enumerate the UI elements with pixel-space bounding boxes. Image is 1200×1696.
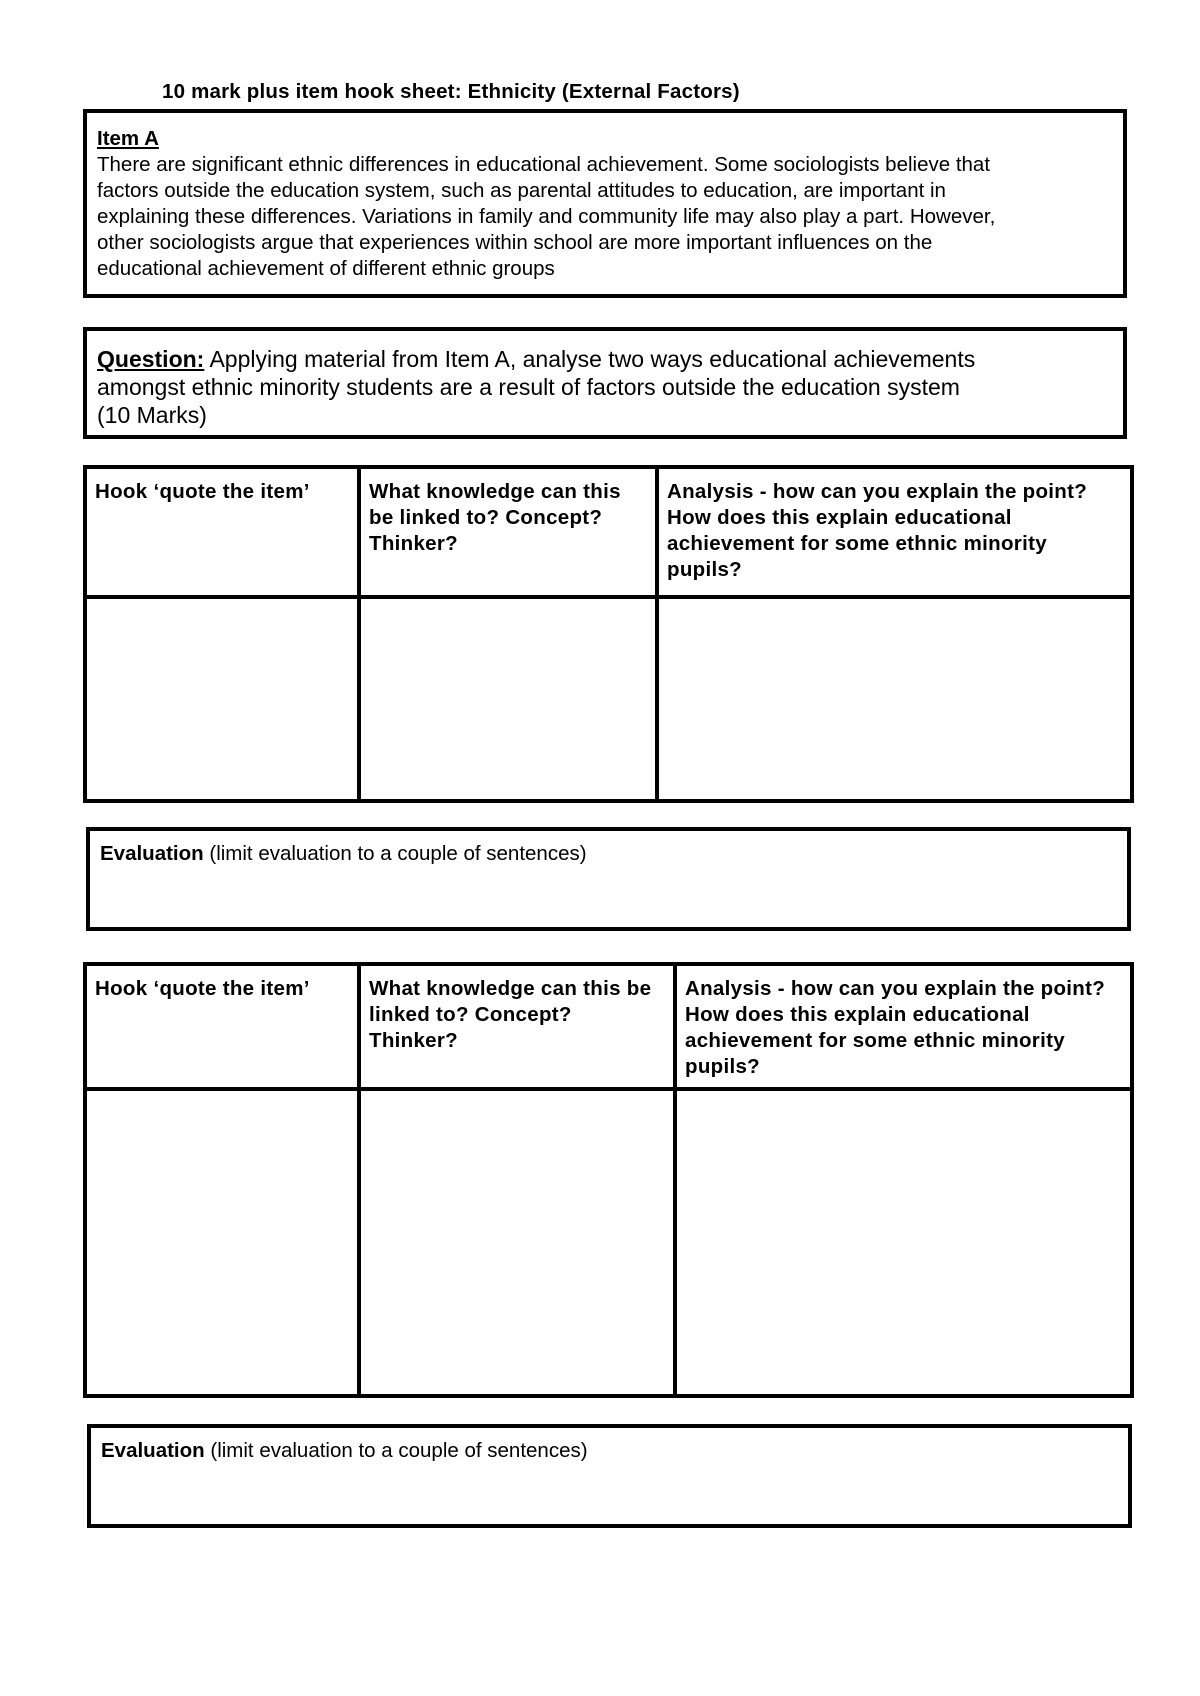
header-analysis: Analysis - how can you explain the point? How does this explain educational achievement for some ethnic minority pupils? [657,467,1132,597]
answer-cell-hook[interactable] [85,597,359,801]
item-a-line: other sociologists argue that experiences within school are more important influences on the [97,231,933,254]
hook-table-1 [83,465,1134,803]
item-a-line: explaining these differences. Variations in family and community life may also play a part. However, [97,205,996,228]
answer-cell-knowledge[interactable] [359,1089,675,1396]
answer-cell-hook[interactable] [85,1089,359,1396]
header-hook: Hook ‘quote the item’ [85,964,359,1089]
question-label: Question: [97,346,205,372]
answer-cell-knowledge[interactable] [359,597,657,801]
item-a-heading: Item A [97,127,159,150]
header-hook: Hook ‘quote the item’ [85,467,359,597]
question-line: amongst ethnic minority students are a result of factors outside the education system [97,374,960,400]
question-line: Applying material from Item A, analyse two ways educational achievements [204,346,976,372]
item-a-line: factors outside the education system, such as parental attitudes to education, are important in [97,179,946,202]
header-knowledge: What knowledge can this be linked to? Concept? Thinker? [359,467,657,597]
evaluation-instruction: (limit evaluation to a couple of sentences) [204,1439,588,1462]
header-analysis: Analysis - how can you explain the point? How does this explain educational achievement for some ethnic minority pupils? [675,964,1132,1089]
evaluation-label: Evaluation [101,1439,205,1462]
question-line: (10 Marks) [97,402,207,428]
evaluation-instruction: (limit evaluation to a couple of sentences) [203,842,587,865]
answer-cell-analysis[interactable] [657,597,1132,801]
page-title: 10 mark plus item hook sheet: Ethnicity (External Factors) [162,80,740,103]
item-a-box [83,109,1127,298]
evaluation-label: Evaluation [100,842,204,865]
item-a-line: There are significant ethnic differences in educational achievement. Some sociologists believe that [97,153,991,176]
evaluation-box-1[interactable] [86,827,1131,931]
answer-cell-analysis[interactable] [675,1089,1132,1396]
hook-table-2 [83,962,1134,1398]
evaluation-box-2[interactable] [87,1424,1132,1528]
header-knowledge: What knowledge can this be linked to? Concept? Thinker? [359,964,675,1089]
question-box [83,327,1127,439]
item-a-line: educational achievement of different ethnic groups [97,257,555,280]
